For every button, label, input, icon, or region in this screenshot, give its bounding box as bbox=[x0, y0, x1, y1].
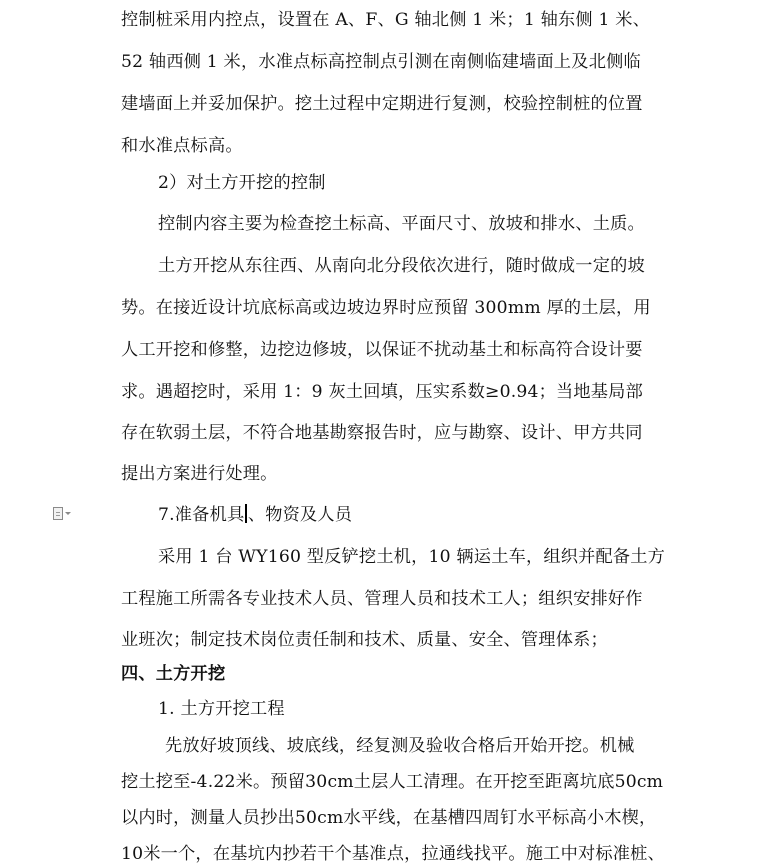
text-line: 52 轴西侧 1 米，水准点标高控制点引测在南侧临建墙面上及北侧临 bbox=[121, 52, 641, 72]
text-line: 10米一个，在基坑内抄若干个基准点，拉通线找平。施工中对标准桩、 bbox=[121, 844, 665, 864]
text-line: 以内时，测量人员抄出50cm水平线，在基槽四周钉水平标高小木楔， bbox=[121, 808, 657, 828]
heading-text-before-cursor: 7.准备机具 bbox=[158, 505, 245, 525]
text-line: 求。遇超挖时，采用 1：9 灰土回填，压实系数≥0.94；当地基局部 bbox=[121, 382, 643, 402]
chevron-down-icon bbox=[65, 512, 71, 515]
document-icon bbox=[53, 507, 63, 520]
heading-prepare-equipment[interactable] bbox=[158, 503, 676, 527]
paragraph-layout-icon[interactable] bbox=[53, 505, 79, 521]
text-line: 控制桩采用内控点，设置在 A、F、G 轴北侧 1 米；1 轴东侧 1 米、 bbox=[121, 10, 651, 30]
subheading-excavation-control: 2）对土方开挖的控制 bbox=[158, 173, 326, 193]
text-line: 土方开挖从东往西、从南向北分段依次进行，随时做成一定的坡 bbox=[158, 256, 645, 276]
text-line: 控制内容主要为检查挖土标高、平面尺寸、放坡和排水、土质。 bbox=[158, 214, 645, 234]
text-line: 业班次；制定技术岗位责任制和技术、质量、安全、管理体系； bbox=[121, 630, 608, 650]
text-line: 提出方案进行处理。 bbox=[121, 464, 278, 484]
text-line: 和水准点标高。 bbox=[121, 136, 243, 156]
subheading-earthwork: 1. 土方开挖工程 bbox=[158, 699, 285, 719]
text-line: 存在软弱土层，不符合地基勘察报告时，应与勘察、设计、甲方共同 bbox=[121, 423, 643, 443]
text-line: 先放好坡顶线、坡底线，经复测及验收合格后开始开挖。机械 bbox=[165, 736, 635, 756]
text-line: 工程施工所需各专业技术人员、管理人员和技术工人；组织安排好作 bbox=[121, 589, 643, 609]
text-line: 建墙面上并妥加保护。挖土过程中定期进行复测，校验控制桩的位置 bbox=[121, 94, 643, 114]
text-line: 人工开挖和修整，边挖边修坡，以保证不扰动基土和标高符合设计要 bbox=[121, 340, 643, 360]
text-line: 势。在接近设计坑底标高或边坡边界时应预留 300mm 厚的土层，用 bbox=[121, 298, 651, 318]
heading-text-after-cursor: 、物资及人员 bbox=[247, 505, 353, 525]
text-cursor bbox=[245, 504, 247, 523]
text-line: 挖土挖至-4.22米。预留30cm土层人工清理。在开挖至距离坑底50cm bbox=[121, 772, 664, 792]
text-line: 采用 1 台 WY160 型反铲挖土机，10 辆运土车，组织并配备土方 bbox=[158, 547, 666, 567]
section-heading: 四、土方开挖 bbox=[121, 664, 226, 684]
